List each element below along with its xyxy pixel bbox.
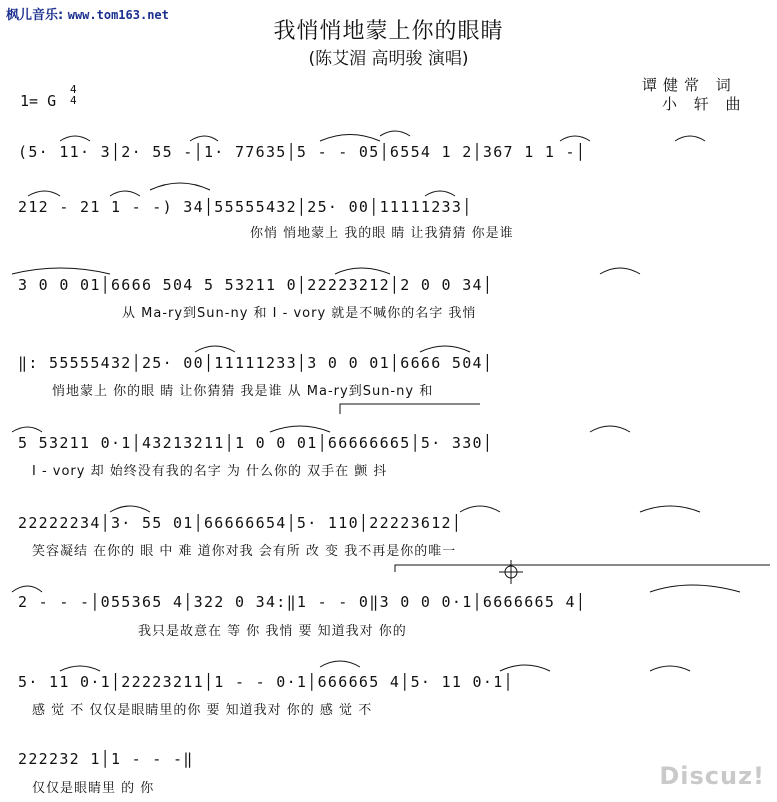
- score-line-7: 2 - - -│055365 4│322 0 34:‖1 - - 0‖3 0 0 0·1│6666665 4│: [18, 593, 587, 611]
- lyric-line-6: 笑容凝结 在你的 眼 中 难 道你对我 会有所 改 变 我不再是你的唯一: [32, 544, 457, 559]
- slur-mark: [380, 131, 410, 136]
- volta-bracket: [395, 565, 770, 572]
- slur-mark: [60, 666, 100, 671]
- slur-mark: [110, 191, 140, 196]
- slur-mark: [335, 268, 390, 274]
- volta-bracket: [340, 404, 480, 414]
- lyricist-credit: 谭健常 词: [642, 76, 737, 94]
- slur-mark: [640, 506, 700, 512]
- watermark-logo: Discuz!: [659, 762, 765, 790]
- slur-mark: [28, 191, 60, 196]
- score-line-3: 3 0 0 01│6666 504 5 53211 0│22223212│2 0 0 34│: [18, 276, 494, 294]
- lyric-line-7: 我只是故意在 等 你 我悄 要 知道我对 你的: [138, 624, 407, 639]
- lyric-line-3: 从 Ma-ry到Sun-ny 和 I - vory 就是不喊你的名字 我悄: [122, 306, 477, 321]
- score-line-9: 222232 1│1 - - -‖: [18, 750, 194, 768]
- slur-mark: [500, 665, 550, 671]
- time-signature: [70, 84, 77, 106]
- song-subtitle: (陈艾湄 高明骏 演唱): [308, 49, 469, 69]
- crosshair-icon: [499, 560, 523, 584]
- lyric-line-5: I - vory 却 始终没有我的名字 为 什么你的 双手在 颤 抖: [32, 464, 388, 479]
- slur-mark: [600, 268, 640, 274]
- slur-mark: [650, 666, 690, 671]
- source-label: 枫儿音乐:: [6, 8, 64, 23]
- time-signature-top: 4: [70, 83, 77, 96]
- slur-mark: [270, 426, 330, 432]
- slur-mark: [650, 585, 740, 592]
- score-line-6: 22222234│3· 55 01│66666654│5· 110│22223612│: [18, 514, 463, 532]
- song-title: 我悄悄地蒙上你的眼睛: [273, 19, 504, 44]
- slur-mark: [425, 191, 455, 196]
- source-url[interactable]: www.tom163.net: [67, 8, 169, 22]
- lyric-line-2: 你悄 悄地蒙上 我的眼 睛 让我猜猜 你是谁: [250, 226, 514, 241]
- lyric-line-4: 悄地蒙上 你的眼 睛 让你猜猜 我是谁 从 Ma-ry到Sun-ny 和: [52, 384, 434, 399]
- score-line-8: 5· 11 0·1│22223211│1 - - 0·1│666665 4│5· 11 0·1│: [18, 673, 514, 691]
- slur-mark: [190, 136, 218, 141]
- slur-mark: [60, 136, 90, 141]
- score-line-4: ‖: 55555432│25· 00│11111233│3 0 0 01│6666 504│: [18, 354, 494, 372]
- slur-mark: [12, 427, 42, 432]
- lyric-line-8: 感 觉 不 仅仅是眼睛里的你 要 知道我对 你的 感 觉 不: [32, 703, 373, 718]
- slur-mark: [590, 426, 630, 432]
- slur-mark: [12, 586, 42, 592]
- key-signature: 1= G: [20, 92, 57, 110]
- lyric-line-9: 仅仅是眼睛里 的 你: [32, 781, 155, 796]
- score-line-2: 212 - 21 1 - -) 34│55555432│25· 00│11111233│: [18, 198, 473, 216]
- slur-mark: [560, 136, 590, 141]
- slur-mark: [12, 268, 110, 274]
- slur-mark: [150, 183, 210, 190]
- score-line-5: 5 53211 0·1│43213211│1 0 0 01│66666665│5· 330│: [18, 434, 494, 452]
- slur-mark: [460, 506, 500, 512]
- slur-mark: [195, 346, 235, 352]
- slur-mark: [320, 135, 380, 142]
- composer-credit: 小 轩 曲: [662, 95, 747, 113]
- slur-mark: [110, 506, 150, 512]
- score-line-1: (5· 11· 3│2· 55 -│1· 77635│5 - - 05│6554 1 2│367 1 1 -│: [18, 143, 587, 161]
- time-signature-bottom: 4: [70, 94, 77, 107]
- slur-mark: [320, 661, 360, 667]
- slur-mark: [420, 346, 470, 352]
- slur-mark: [675, 136, 705, 141]
